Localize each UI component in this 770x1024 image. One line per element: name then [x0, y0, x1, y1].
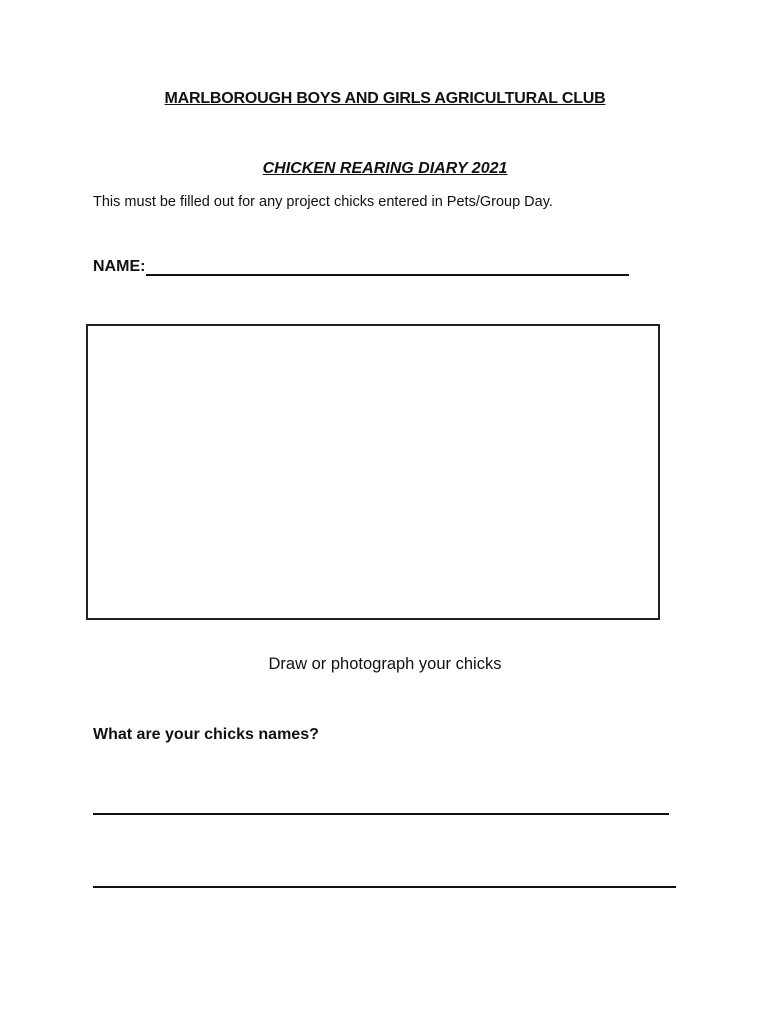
instruction-text: This must be filled out for any project chicks entered in Pets/Group Day.: [93, 194, 553, 210]
name-fill-line[interactable]: [146, 260, 629, 276]
answer-line[interactable]: [93, 886, 676, 888]
diary-title: CHICKEN REARING DIARY 2021: [262, 160, 508, 177]
chick-names-question: What are your chicks names?: [93, 726, 319, 743]
name-label: NAME:: [93, 258, 146, 275]
name-field-row: [93, 258, 629, 276]
club-title: MARLBOROUGH BOYS AND GIRLS AGRICULTURAL CLUB: [164, 90, 606, 107]
photo-drawing-box[interactable]: [86, 324, 660, 620]
answer-line[interactable]: [93, 813, 669, 815]
photo-box-caption: Draw or photograph your chicks: [268, 655, 502, 673]
